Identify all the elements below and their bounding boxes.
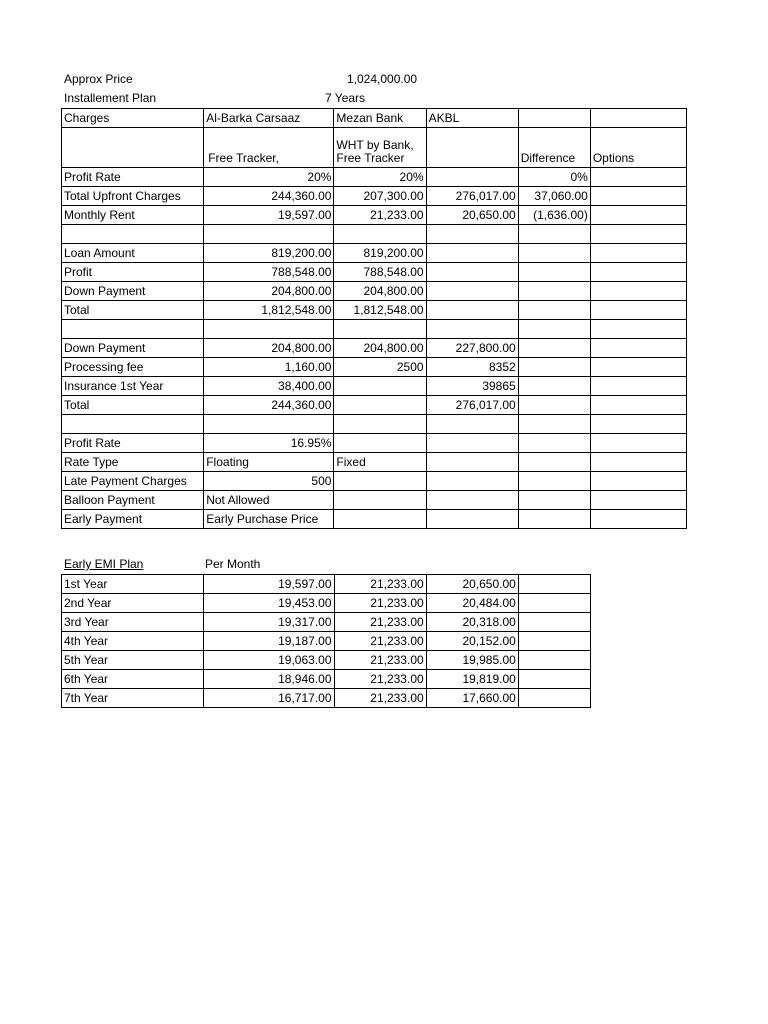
- table-cell: 38,400.00: [204, 377, 334, 396]
- table-cell: [334, 491, 426, 510]
- table-cell: [62, 128, 204, 168]
- table-cell: 204,800.00: [334, 339, 426, 358]
- table-cell: WHT by Bank, Free Tracker: [334, 128, 426, 168]
- table-cell: 244,360.00: [204, 396, 334, 415]
- table-row: [62, 415, 687, 434]
- table-cell: 4th Year: [62, 632, 204, 651]
- table-cell: [334, 396, 426, 415]
- table-cell: Balloon Payment: [62, 491, 204, 510]
- table-cell: 204,800.00: [204, 339, 334, 358]
- table-cell: [590, 377, 686, 396]
- table-cell: [426, 128, 518, 168]
- table-cell: 19,597.00: [204, 575, 334, 594]
- table-cell: 2nd Year: [62, 594, 204, 613]
- table-cell: 207,300.00: [334, 187, 426, 206]
- table-cell: 20,484.00: [426, 594, 518, 613]
- table-cell: [518, 594, 590, 613]
- table-cell: 21,233.00: [334, 632, 426, 651]
- table-cell: [518, 320, 590, 339]
- table-row: [62, 225, 687, 244]
- table-cell: 6th Year: [62, 670, 204, 689]
- table-cell: Monthly Rent: [62, 206, 204, 225]
- table-cell: [590, 415, 686, 434]
- table-cell: [590, 187, 686, 206]
- table-cell: [518, 377, 590, 396]
- emi-row: [62, 670, 591, 689]
- emi-row: [62, 613, 591, 632]
- table-cell: [334, 415, 426, 434]
- table-cell: Charges: [62, 109, 204, 128]
- table-cell: [518, 301, 590, 320]
- table-cell: [518, 109, 590, 128]
- table-cell: [426, 415, 518, 434]
- table-cell: 18,946.00: [204, 670, 334, 689]
- table-cell: [518, 651, 590, 670]
- table-cell: [334, 434, 426, 453]
- table-cell: [518, 339, 590, 358]
- emi-plan-subtitle: Per Month: [205, 557, 261, 571]
- table-cell: [518, 415, 590, 434]
- table-cell: [62, 225, 204, 244]
- table-cell: [590, 263, 686, 282]
- table-cell: [426, 263, 518, 282]
- table-cell: [590, 225, 686, 244]
- table-row: [62, 339, 687, 358]
- table-cell: 19,317.00: [204, 613, 334, 632]
- table-cell: [518, 453, 590, 472]
- table-row: [62, 282, 687, 301]
- table-cell: 244,360.00: [204, 187, 334, 206]
- table-cell: [518, 632, 590, 651]
- table-row: [62, 377, 687, 396]
- table-row: [62, 168, 687, 187]
- table-cell: 19,819.00: [426, 670, 518, 689]
- table-cell: Al-Barka Carsaaz: [204, 109, 334, 128]
- table-cell: Total: [62, 396, 204, 415]
- approx-price-label: Approx Price: [64, 72, 133, 86]
- table-cell: 19,187.00: [204, 632, 334, 651]
- table-cell: 39865: [426, 377, 518, 396]
- emi-row: [62, 689, 591, 708]
- table-cell: [204, 225, 334, 244]
- table-row: [62, 510, 687, 529]
- table-cell: [590, 510, 686, 529]
- table-subheader-row: [62, 128, 687, 168]
- table-cell: Down Payment: [62, 282, 204, 301]
- approx-price-value: 1,024,000.00: [347, 72, 418, 86]
- table-cell: [426, 225, 518, 244]
- table-cell: [518, 689, 590, 708]
- table-cell: [518, 282, 590, 301]
- table-cell: 1,812,548.00: [204, 301, 334, 320]
- table-cell: Early Payment: [62, 510, 204, 529]
- table-cell: 20,650.00: [426, 575, 518, 594]
- table-cell: Profit Rate: [62, 168, 204, 187]
- table-cell: [518, 491, 590, 510]
- charges-comparison-table: [61, 108, 687, 529]
- table-cell: 1,812,548.00: [334, 301, 426, 320]
- table-cell: 21,233.00: [334, 575, 426, 594]
- table-cell: 17,660.00: [426, 689, 518, 708]
- table-cell: [590, 396, 686, 415]
- table-cell: 16,717.00: [204, 689, 334, 708]
- table-cell: Rate Type: [62, 453, 204, 472]
- installment-plan-label: Installement Plan: [64, 91, 157, 105]
- table-cell: [426, 168, 518, 187]
- table-row: [62, 244, 687, 263]
- table-cell: 788,548.00: [334, 263, 426, 282]
- table-cell: 21,233.00: [334, 613, 426, 632]
- table-cell: Down Payment: [62, 339, 204, 358]
- table-cell: Not Allowed: [204, 491, 334, 510]
- table-row: [62, 491, 687, 510]
- table-cell: Fixed: [334, 453, 426, 472]
- table-cell: [590, 206, 686, 225]
- table-cell: 276,017.00: [426, 187, 518, 206]
- table-cell: [518, 358, 590, 377]
- table-row: [62, 187, 687, 206]
- table-cell: [590, 301, 686, 320]
- table-cell: (1,636.00): [518, 206, 590, 225]
- table-cell: 276,017.00: [426, 396, 518, 415]
- table-cell: [518, 670, 590, 689]
- table-row: [62, 472, 687, 491]
- table-cell: 5th Year: [62, 651, 204, 670]
- table-cell: [62, 320, 204, 339]
- table-cell: [590, 244, 686, 263]
- table-row: [62, 109, 687, 128]
- table-cell: [590, 472, 686, 491]
- table-cell: 819,200.00: [204, 244, 334, 263]
- table-cell: 21,233.00: [334, 670, 426, 689]
- table-row: [62, 434, 687, 453]
- table-cell: Difference: [518, 128, 590, 168]
- table-cell: 0%: [518, 168, 590, 187]
- table-cell: [590, 491, 686, 510]
- table-cell: Processing fee: [62, 358, 204, 377]
- table-cell: [426, 244, 518, 263]
- table-cell: [590, 358, 686, 377]
- table-cell: 16.95%: [204, 434, 334, 453]
- table-row: [62, 358, 687, 377]
- emi-row: [62, 594, 591, 613]
- table-cell: 19,985.00: [426, 651, 518, 670]
- table-cell: Late Payment Charges: [62, 472, 204, 491]
- table-cell: [426, 434, 518, 453]
- table-cell: 21,233.00: [334, 651, 426, 670]
- table-cell: 19,063.00: [204, 651, 334, 670]
- emi-row: [62, 632, 591, 651]
- table-cell: [426, 320, 518, 339]
- table-cell: [590, 109, 686, 128]
- table-cell: [518, 613, 590, 632]
- table-cell: [334, 472, 426, 491]
- table-cell: [518, 575, 590, 594]
- table-cell: 3rd Year: [62, 613, 204, 632]
- table-row: [62, 396, 687, 415]
- table-cell: 819,200.00: [334, 244, 426, 263]
- table-cell: Mezan Bank: [334, 109, 426, 128]
- table-cell: 2500: [334, 358, 426, 377]
- table-cell: 21,233.00: [334, 594, 426, 613]
- table-row: [62, 206, 687, 225]
- table-cell: [590, 434, 686, 453]
- table-cell: 204,800.00: [204, 282, 334, 301]
- table-cell: AKBL: [426, 109, 518, 128]
- table-cell: [590, 339, 686, 358]
- table-cell: 204,800.00: [334, 282, 426, 301]
- table-cell: [518, 225, 590, 244]
- table-cell: [518, 434, 590, 453]
- table-cell: 20,650.00: [426, 206, 518, 225]
- table-row: [62, 263, 687, 282]
- table-cell: Total: [62, 301, 204, 320]
- table-cell: 20,152.00: [426, 632, 518, 651]
- table-cell: Profit: [62, 263, 204, 282]
- table-cell: [518, 244, 590, 263]
- emi-plan-table: [61, 574, 591, 708]
- table-cell: 227,800.00: [426, 339, 518, 358]
- table-cell: 788,548.00: [204, 263, 334, 282]
- table-cell: [426, 282, 518, 301]
- table-cell: 20%: [334, 168, 426, 187]
- table-cell: 19,453.00: [204, 594, 334, 613]
- emi-plan-title: Early EMI Plan: [64, 557, 144, 571]
- table-cell: [204, 415, 334, 434]
- table-cell: [426, 510, 518, 529]
- table-cell: Free Tracker,: [204, 128, 334, 168]
- table-cell: 21,233.00: [334, 689, 426, 708]
- emi-row: [62, 651, 591, 670]
- table-cell: 20,318.00: [426, 613, 518, 632]
- table-cell: 8352: [426, 358, 518, 377]
- table-row: [62, 301, 687, 320]
- table-cell: [590, 168, 686, 187]
- table-row: [62, 453, 687, 472]
- table-cell: Insurance 1st Year: [62, 377, 204, 396]
- table-cell: [518, 263, 590, 282]
- table-cell: [334, 225, 426, 244]
- table-cell: Profit Rate: [62, 434, 204, 453]
- table-cell: 1st Year: [62, 575, 204, 594]
- table-cell: 19,597.00: [204, 206, 334, 225]
- table-cell: [62, 415, 204, 434]
- table-cell: Early Purchase Price: [204, 510, 334, 529]
- table-cell: Loan Amount: [62, 244, 204, 263]
- table-cell: [590, 282, 686, 301]
- table-row: [62, 320, 687, 339]
- emi-row: [62, 575, 591, 594]
- table-cell: 1,160.00: [204, 358, 334, 377]
- table-cell: 20%: [204, 168, 334, 187]
- table-cell: [518, 510, 590, 529]
- table-cell: 7th Year: [62, 689, 204, 708]
- table-cell: [426, 453, 518, 472]
- table-cell: [204, 320, 334, 339]
- table-cell: [518, 472, 590, 491]
- table-cell: [334, 320, 426, 339]
- table-cell: [590, 453, 686, 472]
- installment-plan-value: 7 Years: [325, 91, 366, 105]
- table-cell: Total Upfront Charges: [62, 187, 204, 206]
- table-cell: Options: [590, 128, 686, 168]
- table-cell: [518, 396, 590, 415]
- table-cell: Floating: [204, 453, 334, 472]
- table-cell: 500: [204, 472, 334, 491]
- table-cell: [334, 510, 426, 529]
- table-cell: 37,060.00: [518, 187, 590, 206]
- table-cell: [426, 472, 518, 491]
- table-cell: [334, 377, 426, 396]
- table-cell: [590, 320, 686, 339]
- table-cell: [426, 301, 518, 320]
- table-cell: 21,233.00: [334, 206, 426, 225]
- table-cell: [426, 491, 518, 510]
